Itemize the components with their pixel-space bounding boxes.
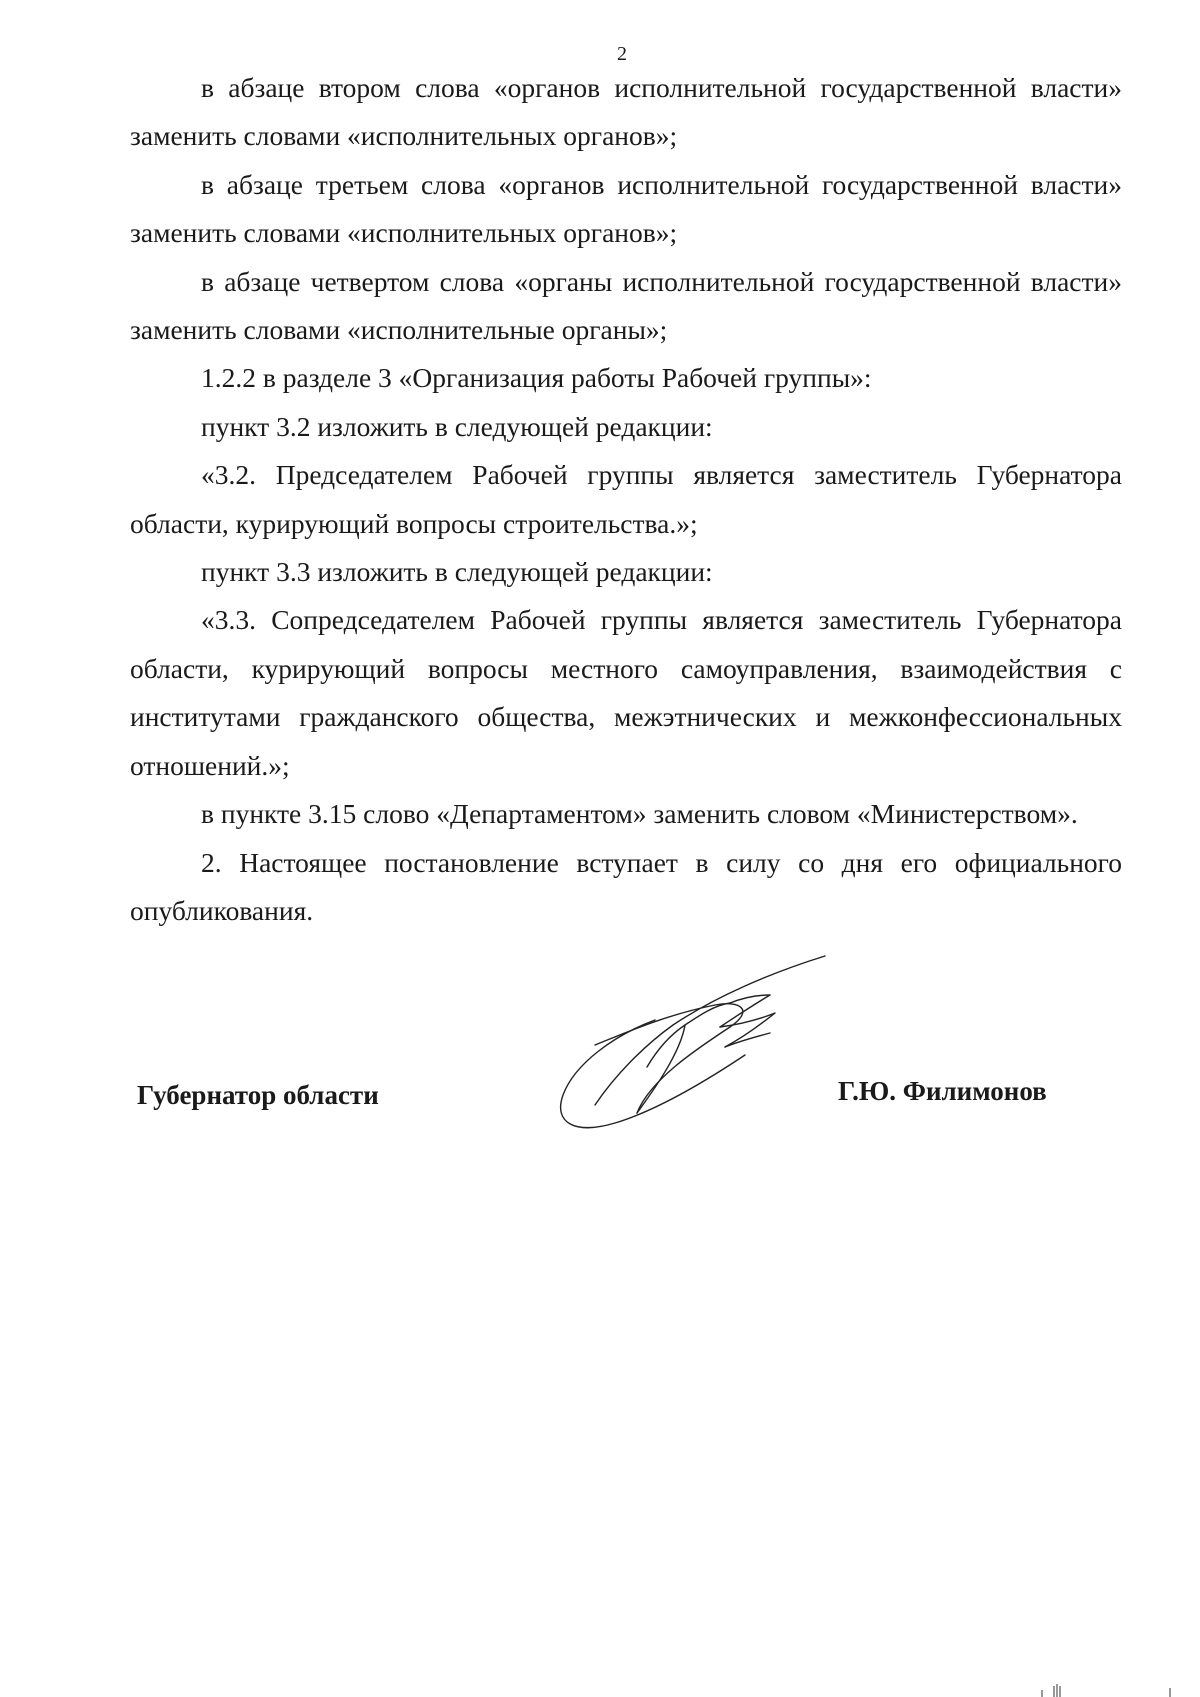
handwritten-signature bbox=[555, 955, 955, 1175]
paragraph-5: пункт 3.2 изложить в следующей редакции: bbox=[201, 410, 713, 442]
page-number: 2 bbox=[617, 43, 627, 65]
paragraph-6: «3.2. Председателем Рабочей группы является заместитель Губернатора области, курирующий вопросы строительства.»; bbox=[130, 459, 1122, 539]
paragraph-9: в пункте 3.15 слово «Департаментом» заменить словом «Министерством». bbox=[201, 798, 1078, 830]
paragraph-7: пункт 3.3 изложить в следующей редакции: bbox=[201, 556, 713, 588]
paragraph-8: «3.3. Сопредседателем Рабочей группы является заместитель Губернатора области, курирующий вопросы местного самоуправления, взаимодействия с институтами гражданского общества, межэтнических и межконфессиональных отношений.»; bbox=[130, 604, 1122, 781]
paragraph-2: в абзаце третьем слова «органов исполнительной государственной власти» заменить словами «исполнительных органов»; bbox=[130, 168, 1122, 249]
paragraph-1: в абзаце втором слова «органов исполнительной государственной власти» заменить словами «исполнительных органов»; bbox=[130, 72, 1122, 152]
paragraph-3: в абзаце четвертом слова «органы исполнительной государственной власти» заменить словами «исполнительные органы»; bbox=[130, 265, 1122, 346]
signatory-name: Г.Ю. Филимонов bbox=[838, 1076, 1047, 1106]
signatory-position: Губернатор области bbox=[137, 1080, 379, 1110]
document-body bbox=[130, 64, 1122, 935]
paragraph-4: 1.2.2 в разделе 3 «Организация работы Рабочей группы»: bbox=[201, 362, 872, 394]
scan-artifact-marks bbox=[1040, 1680, 1180, 1697]
paragraph-10: 2. Настоящее постановление вступает в силу со дня его официального опубликования. bbox=[130, 846, 1122, 926]
